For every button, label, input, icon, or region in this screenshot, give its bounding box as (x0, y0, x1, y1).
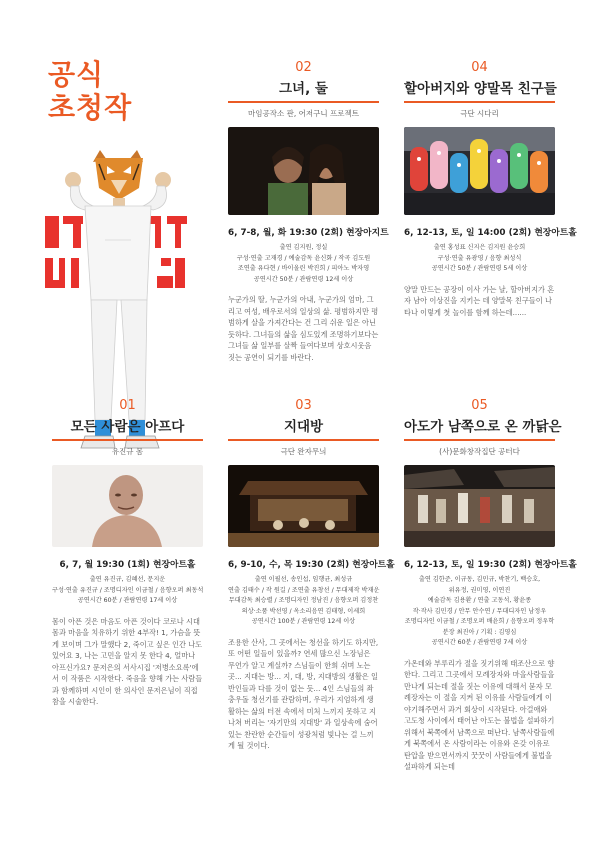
two-women-photo (228, 127, 379, 215)
ensemble-name: 마임공작소 판, 어저구니 프로젝트 (248, 109, 359, 118)
show-number: 05 (471, 398, 488, 413)
credit-line: 분장 최진아 / 기획 : 김영심 (442, 628, 517, 636)
show-date-venue: 6, 7-8, 월, 화 19:30 (2회) 현장아지트 (228, 228, 389, 238)
title-divider (404, 439, 555, 441)
credit-line: 작·작사 김민경 / 안무 안수연 / 무대디자인 남정우 (412, 607, 547, 615)
show-number: 01 (119, 398, 136, 413)
section-title-line-1: 공식 (48, 58, 105, 91)
show-photo (404, 127, 555, 215)
title-divider (404, 101, 555, 103)
show-card-05 (404, 398, 577, 773)
credit-line: 공연시간 50분 / 관람연령 12세 이상 (253, 275, 354, 283)
show-photo (404, 465, 555, 547)
ensemble-name: 극단 시다리 (460, 109, 499, 118)
ensemble-name: 극단 완자무늬 (280, 447, 327, 456)
show-title: 모든 사람은 아프다 (70, 419, 185, 435)
show-number: 02 (295, 60, 312, 75)
show-card-04 (404, 60, 577, 318)
credits-block (404, 243, 555, 275)
section-title-line-2: 초청작 (48, 91, 133, 124)
credit-line: 구성·연출 유광영 / 음향 최성식 (437, 254, 522, 262)
show-description: 조용한 산사, 그 곳에서는 청선을 하기도 하지만, 또 어떤 일들이 있을까? 연세 많으신 노장님은 무언가 알고 계실까? 스님들이 한희 쉬며 노는 곳... 지대는 방... 지, 대, 방, 지대방의 생활은 일반인들과 다를 것이 없는 듯... 4인 스님들의 좌충우돌 청선기를 관람하며, 우리가 지엄하게 생활하는 삶의 터전 속에서 미처 느끼지 못하고 지나쳐 버리는 '자기만의 지대방' 과 일상속에 숨어있는 찬란한 순간들이 성광처럼 빛나는 걸 느끼게 될 것이다. (228, 637, 379, 750)
show-date-venue: 6, 7, 월 19:30 (1회) 현장아트홀 (59, 560, 196, 570)
show-date-venue: 6, 12-13, 토, 일 19:30 (2회) 현장아트홀 (404, 560, 577, 570)
ensemble-name: (사)문화창작집단 공터다 (439, 447, 520, 456)
credit-line: 예술감독 김용환 / 연출 고동석, 황윤종 (427, 597, 532, 604)
credit-line: 출연 이필선, 송인섭, 임행균, 최성규 (254, 576, 353, 583)
credit-line: 출연 김한준, 이규동, 김민규, 박찬기, 백승호, (418, 576, 541, 583)
credit-line: 구성·연출 유진규 / 조명디자인 이금철 / 음향오퍼 최동석 (52, 586, 204, 594)
credit-line: 위유정, 권미영, 이연진 (448, 586, 511, 594)
credit-line: 조연출 유다현 / 바이올린 박진희 / 피아노 박자영 (237, 265, 370, 272)
show-description: 가온데와 부루리가 절을 짓기위해 태조산으로 향한다. 그리고 그곳에서 모례장자와 마을사람들을 만나게 되는데 절을 짓는 이유에 대해서 묻자 모례장자는 이 절을 지켜 된 이유를 사람들에게 이야기해주면서 과거 회상이 시작된다. 아걸애와 고도청 사이에서 태어난 아도는 불법을 설파하기 위해서 북쪽에서 남쪽으로 떠난다. 남쪽사람들에게 북쪽에서 온 사람이라는 이유와 온갖 이유로 탄압을 받으면서까지 꿋꿋이 사람들에게 불법을 설파하게 되는데 (404, 658, 555, 771)
show-description: 양말 만드는 공장이 이사 가는 날, 할아버지가 혼자 남아 이상진을 지키는 데 양말목 친구들이 나타나 이렇게 첫 놀이를 함께 하는데...... (404, 284, 555, 317)
section-title (48, 58, 132, 124)
sock-puppets-photo (404, 127, 555, 215)
show-date-venue: 6, 12-13, 토, 일 14:00 (2회) 현장아트홀 (404, 228, 577, 238)
credit-line: 구성·연출 고재경 / 예술감독 윤신화 / 작곡 김도원 (236, 254, 371, 262)
credit-line: 출연 김지원, 정실 (279, 244, 328, 251)
temple-stage-photo (228, 465, 379, 547)
credits-block (52, 575, 203, 607)
credit-line: 무대감독 최승렬 / 조명디자인 정남진 / 음향오퍼 김정찬 (228, 597, 379, 604)
show-photo (52, 465, 203, 547)
credit-line: 공연시간 50분 / 관람연령 5세 이상 (431, 265, 528, 272)
show-title: 지대방 (283, 419, 324, 435)
title-divider (228, 439, 379, 441)
show-title: 할아버지와 양말목 친구들 (404, 81, 557, 97)
show-card-03 (228, 398, 395, 752)
show-number: 04 (471, 60, 488, 75)
show-title: 아도가 남쪽으로 온 까닭은 (404, 419, 562, 435)
show-number: 03 (295, 398, 312, 413)
show-description: 몸이 아픈 것은 마음도 아픈 것이다 코로나 시대 몸과 마음을 치유하기 위한 4부작! 1, 가슴을 뜻게 보이며 그가 말했다 2, 죽이고 싶은 인간 나도 있어요 3, 나는 고민을 알지 못 한다 4, 얼마나 아프신가요? 문저은의 서사시집 '저병소요록'에서 이 작품은 시작한다. 죽음을 향해 가는 사람들과 함께하며 시인이 한 의사인 문저은님이 직접 참을 시술한다. (52, 616, 203, 706)
credit-line: 연출 김태수 / 작 원길 / 조연출 유창선 / 무대제작 박재운 (228, 586, 380, 594)
title-divider (52, 439, 203, 441)
credit-line: 공연시간 60분 / 관람연령 7세 이상 (431, 639, 528, 646)
show-date-venue: 6, 9-10, 수, 목 19:30 (2회) 현장아트홀 (228, 560, 395, 570)
credit-line: 의상·소품 박선영 / 옥소리음연 김태형, 이세희 (241, 607, 366, 615)
show-description: 누군가의 딸, 누군가의 아내, 누군가의 엄마, 그리고 여성, 배우로서의 일상의 삶. 평범하지만 평범하게 살을 가져간다는 건 그리 쉬운 일은 아닌듯하다. 그녀들의 삶을 심도있게 조명하기보다는 그녀들 삶 일부를 살짝 들여다보며 상호시웃음 짓는 공연이 되기를 바란다. (228, 295, 379, 362)
credits-block (228, 243, 379, 285)
credit-line: 공연시간 60분 / 관람연령 17세 이상 (77, 597, 178, 604)
show-card-01 (52, 399, 203, 708)
credit-line: 조명디자인 이금철 / 조명오퍼 배윤희 / 음향오퍼 정우학 (404, 618, 555, 625)
credit-line: 공연시간 100분 / 관람연령 12세 이상 (251, 618, 356, 625)
show-photo (228, 465, 379, 547)
ensemble-name: 유진규 몸 (111, 447, 144, 456)
credit-line: 출연 유진규, 김혜선, 문지운 (89, 576, 166, 583)
credit-line: 출연 홍성표 신지은 김지원 윤승희 (433, 244, 526, 251)
traditional-village-stage-photo (404, 465, 555, 547)
title-divider (228, 101, 379, 103)
show-photo (228, 127, 379, 215)
show-card-02 (228, 60, 389, 363)
bald-man-photo (52, 465, 203, 547)
credits-block (404, 575, 555, 649)
credits-block (228, 575, 379, 628)
show-title: 그녀, 둘 (279, 81, 328, 97)
